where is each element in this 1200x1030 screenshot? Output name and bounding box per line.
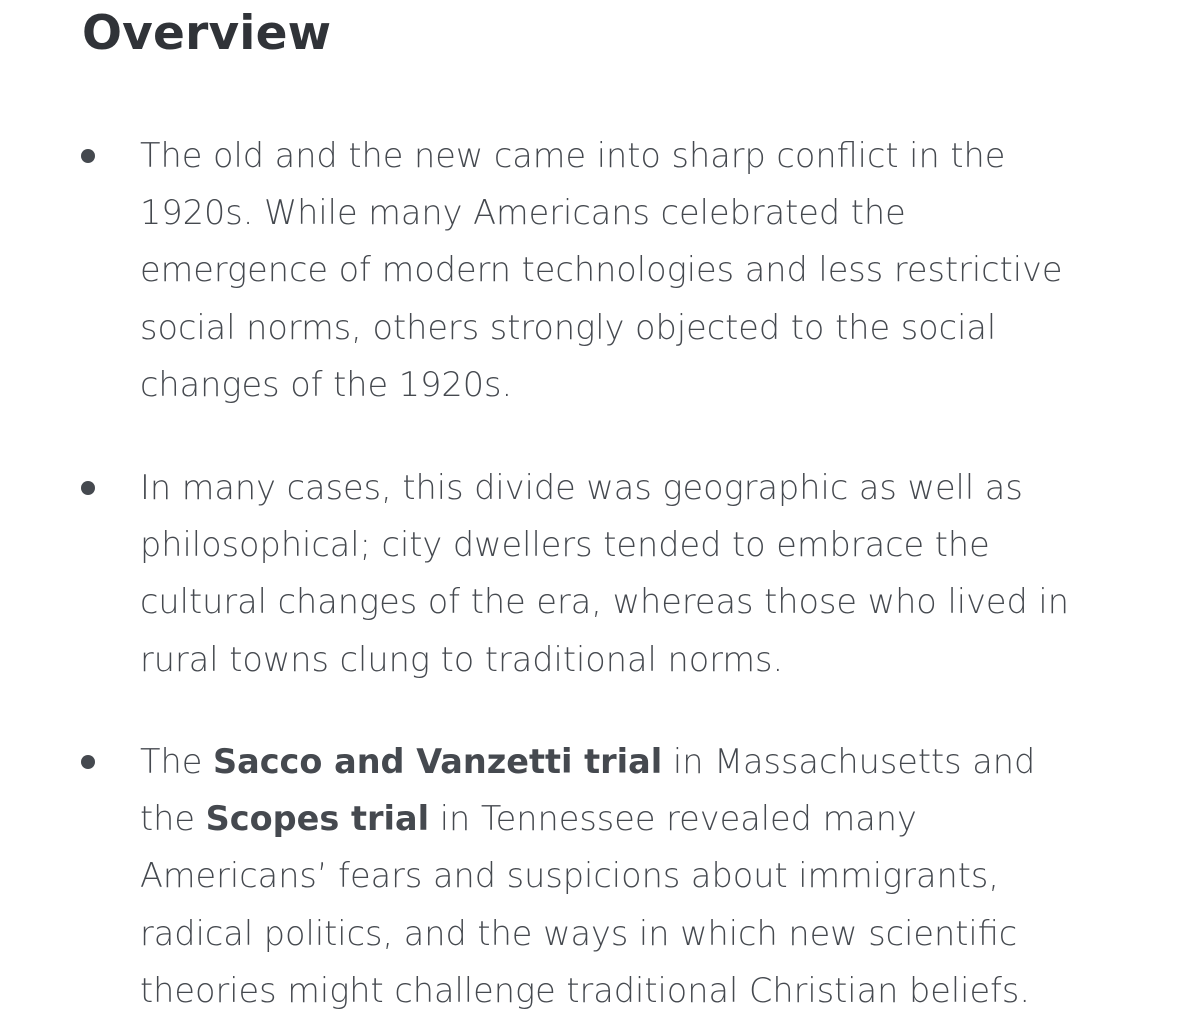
bullet-text: The old and the new came into sharp conflict in the 1920s. While many Americans celebrated the emergence of modern technologies and less restrictive social norms, others strongly objected to the social changes of the 1920s.: [140, 136, 1063, 404]
bullet-text-segment: in Tennessee revealed many Americans’ fears and suspicions about immigrants, radical politics, and the ways in which new scientific theories might challenge traditional Christian beliefs.: [140, 799, 1030, 1010]
page-title: Overview: [82, 6, 332, 61]
list-item: [140, 733, 1080, 1019]
bullet-text: In many cases, this divide was geographic as well as philosophical; city dwellers tended to embrace the cultural changes of the era, whereas those who lived in rural towns clung to traditional norms.: [140, 468, 1069, 679]
bullet-icon: [81, 481, 95, 495]
list-item: [140, 127, 1080, 413]
sacco-vanzetti-trial-term: Sacco and Vanzetti trial: [212, 742, 663, 781]
bullet-icon: [81, 149, 95, 163]
scopes-trial-term: Scopes trial: [205, 799, 430, 839]
bullet-text: [140, 733, 1080, 1019]
bullet-icon: [81, 755, 95, 769]
list-item: [140, 459, 1080, 688]
bullet-text-segment: The: [140, 742, 213, 781]
bullet-text-segment: in Massachusetts and the: [140, 742, 1036, 839]
